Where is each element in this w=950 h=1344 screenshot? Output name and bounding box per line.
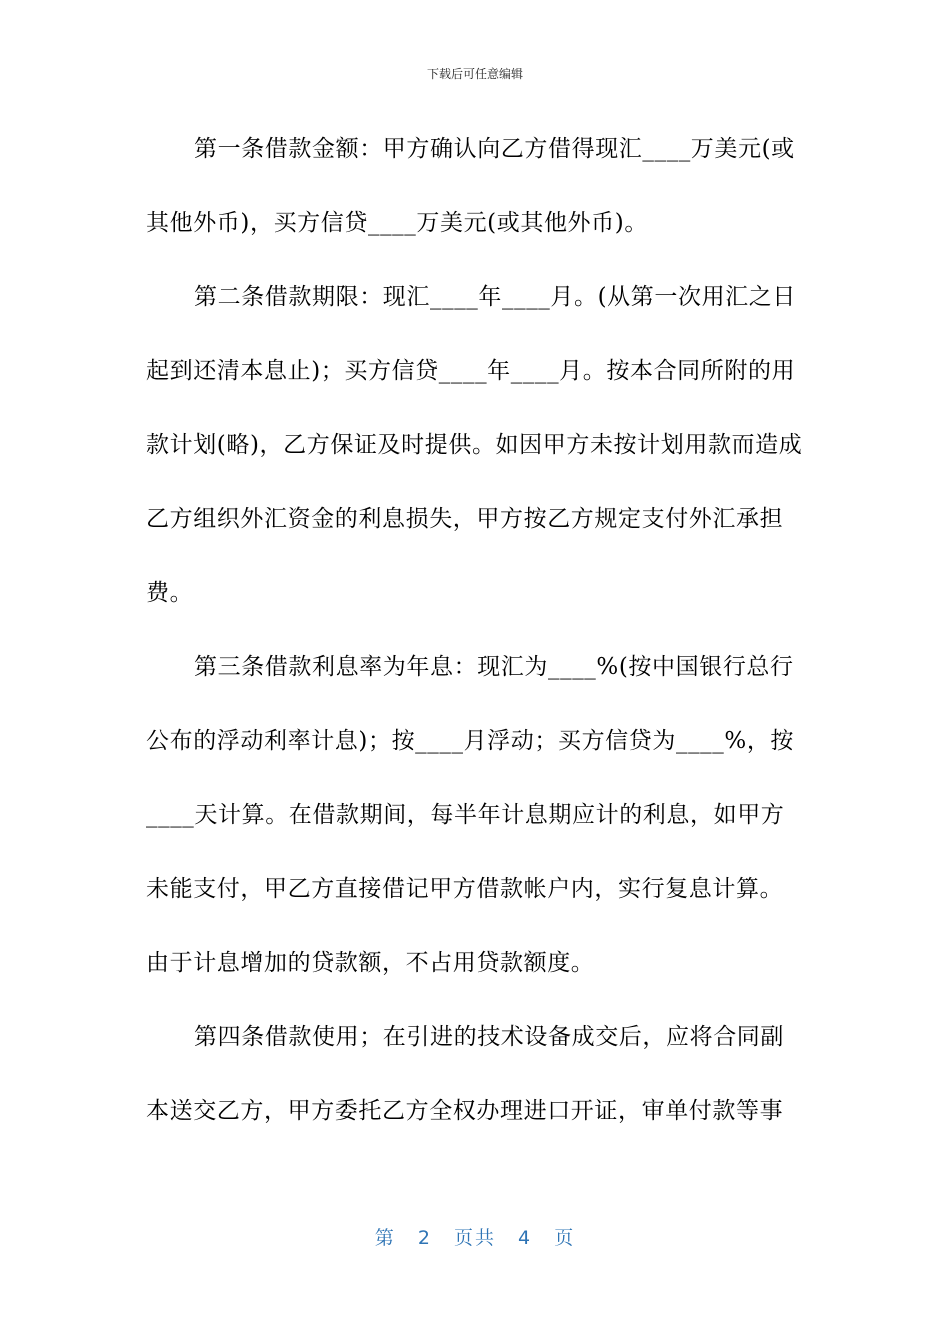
footer-current-page: 2 <box>417 1227 432 1249</box>
document-body <box>146 112 806 1148</box>
footer-prefix: 第 <box>374 1227 396 1249</box>
header-note: 下载后可任意编辑 <box>426 67 523 81</box>
footer-suffix: 页 <box>554 1227 576 1249</box>
footer-total-pages: 4 <box>518 1227 533 1249</box>
paragraph-article-1: 第一条借款金额：甲方确认向乙方借得现汇____万美元(或其他外币)，买方信贷____万美元(或其他外币)。 <box>146 136 795 236</box>
footer-middle: 页共 <box>453 1227 496 1249</box>
paragraph-article-2: 第二条借款期限：现汇____年____月。(从第一次用汇之日起到还清本息止)；买方信贷____年____月。按本合同所附的用款计划(略)，乙方保证及时提供。如因甲方未按计划用款而造成乙方组织外汇资金的利息损失，甲方按乙方规定支付外汇承担费。 <box>146 284 803 606</box>
page-footer <box>0 1224 950 1252</box>
paragraph-article-4: 第四条借款使用；在引进的技术设备成交后，应将合同副本送交乙方，甲方委托乙方全权办理进口开证，审单付款等事 <box>146 1024 784 1124</box>
paragraph-article-3: 第三条借款利息率为年息：现汇为____%(按中国银行总行公布的浮动利率计息)；按____月浮动；买方信贷为____%，按____天计算。在借款期间，每半年计息期应计的利息，如甲方未能支付，甲乙方直接借记甲方借款帐户内，实行复息计算。由于计息增加的贷款额，不占用贷款额度。 <box>146 654 795 976</box>
